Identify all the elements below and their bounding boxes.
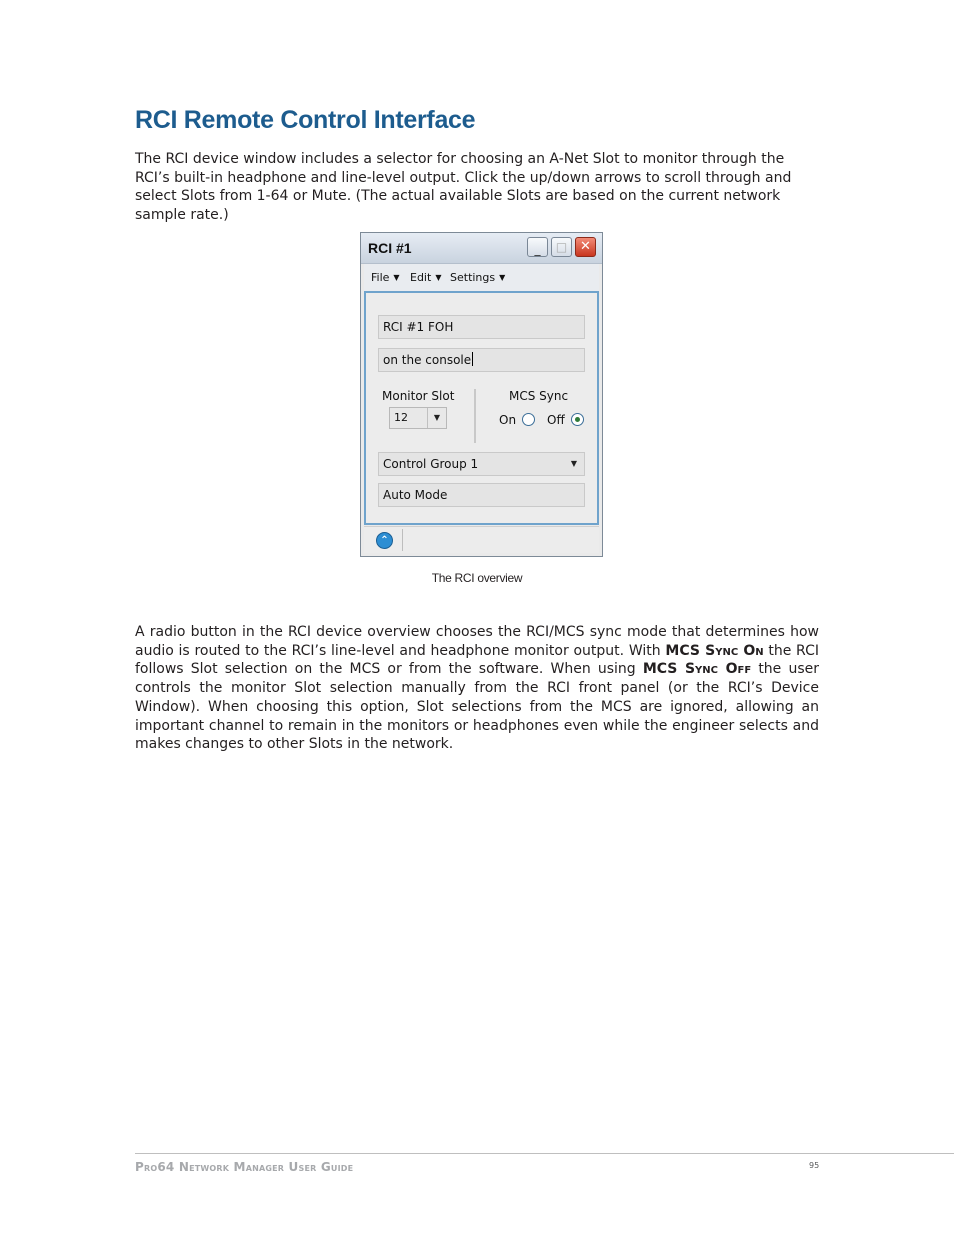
figure-caption: The RCI overview — [431, 571, 523, 585]
monitor-slot-label: Monitor Slot — [382, 389, 455, 403]
chevron-down-icon: ▼ — [393, 273, 400, 282]
text-cursor — [472, 352, 473, 366]
menu-file[interactable] — [371, 271, 400, 284]
body-text-2: the RCI follows Slot selection on the MCS or from the software. When using — [135, 642, 819, 678]
control-group-dropdown[interactable] — [378, 452, 585, 476]
window-title: RCI #1 — [368, 240, 412, 256]
mcs-sync-on-radio[interactable] — [522, 413, 535, 426]
term-mcs-sync-on: MCS Sync On — [665, 642, 764, 659]
device-name-field[interactable]: RCI #1 FOH — [378, 315, 585, 339]
footer-rule — [135, 1153, 954, 1154]
page-heading: RCI Remote Control Interface — [135, 106, 476, 134]
minimize-button[interactable] — [527, 237, 548, 257]
mcs-sync-label: MCS Sync — [509, 389, 569, 403]
maximize-icon: □ — [555, 240, 568, 254]
close-icon: ✕ — [580, 239, 591, 254]
chevron-down-icon: ▼ — [499, 273, 506, 282]
minimize-icon: _ — [534, 242, 541, 256]
menu-settings-label: Settings — [450, 271, 496, 284]
menu-edit[interactable] — [410, 271, 441, 284]
rci-device-window — [360, 232, 603, 557]
term-mcs-sync-off: MCS Sync Off — [642, 661, 752, 678]
menu-bar — [364, 264, 599, 292]
mcs-sync-off-label: Off — [547, 413, 565, 427]
monitor-slot-selector[interactable] — [389, 407, 447, 429]
window-titlebar[interactable] — [361, 233, 602, 264]
mcs-sync-on-label: On — [499, 413, 517, 427]
mcs-sync-off-radio[interactable] — [571, 413, 584, 426]
body-text-1: A radio button in the RCI device overview chooses the RCI/MCS sync mode that determines how audio is routed to the RCI’s line-level and headphone monitor output. With — [135, 624, 819, 659]
overview-panel — [364, 291, 599, 525]
control-group-value: Control Group 1 — [383, 457, 479, 471]
close-button[interactable] — [575, 237, 596, 257]
monitor-slot-value: 12 — [394, 411, 408, 424]
status-bar — [364, 526, 599, 553]
menu-file-label: File — [371, 271, 390, 284]
menu-settings[interactable] — [450, 271, 505, 284]
mode-field[interactable]: Auto Mode — [378, 483, 585, 507]
section-divider — [474, 389, 476, 443]
body-text-3: the user controls the monitor Slot selection manually from the RCI front panel (or the RCI’s Device Window). When choosing this option, Slot selections from the MCS are ignored, allowing an important channel to remain in the monitors or headphones even while the engineer selects and makes changes to other Slots in the network. — [135, 661, 819, 753]
page-number: 95 — [809, 1161, 820, 1170]
body-paragraph — [135, 623, 819, 754]
footer-guide-title: Pro64 Network Manager User Guide — [135, 1160, 354, 1174]
location-value: on the console — [383, 353, 472, 367]
chevron-down-icon: ▼ — [435, 273, 442, 282]
location-field[interactable] — [378, 348, 585, 372]
maximize-button[interactable] — [551, 237, 572, 257]
menu-edit-label: Edit — [410, 271, 432, 284]
intro-paragraph: The RCI device window includes a selector for choosing an A-Net Slot to monitor through the RCI’s built-in headphone and line-level output. Click the up/down arrows to scroll through and select Slots from 1-64 or Mute. (The actual available Slots are based on the current network sample rate.) — [135, 151, 792, 224]
up-arrow-icon[interactable]: ⌃ — [376, 532, 393, 549]
status-divider — [402, 529, 403, 551]
chevron-down-icon[interactable]: ▼ — [427, 408, 446, 428]
chevron-down-icon: ▼ — [570, 459, 578, 468]
